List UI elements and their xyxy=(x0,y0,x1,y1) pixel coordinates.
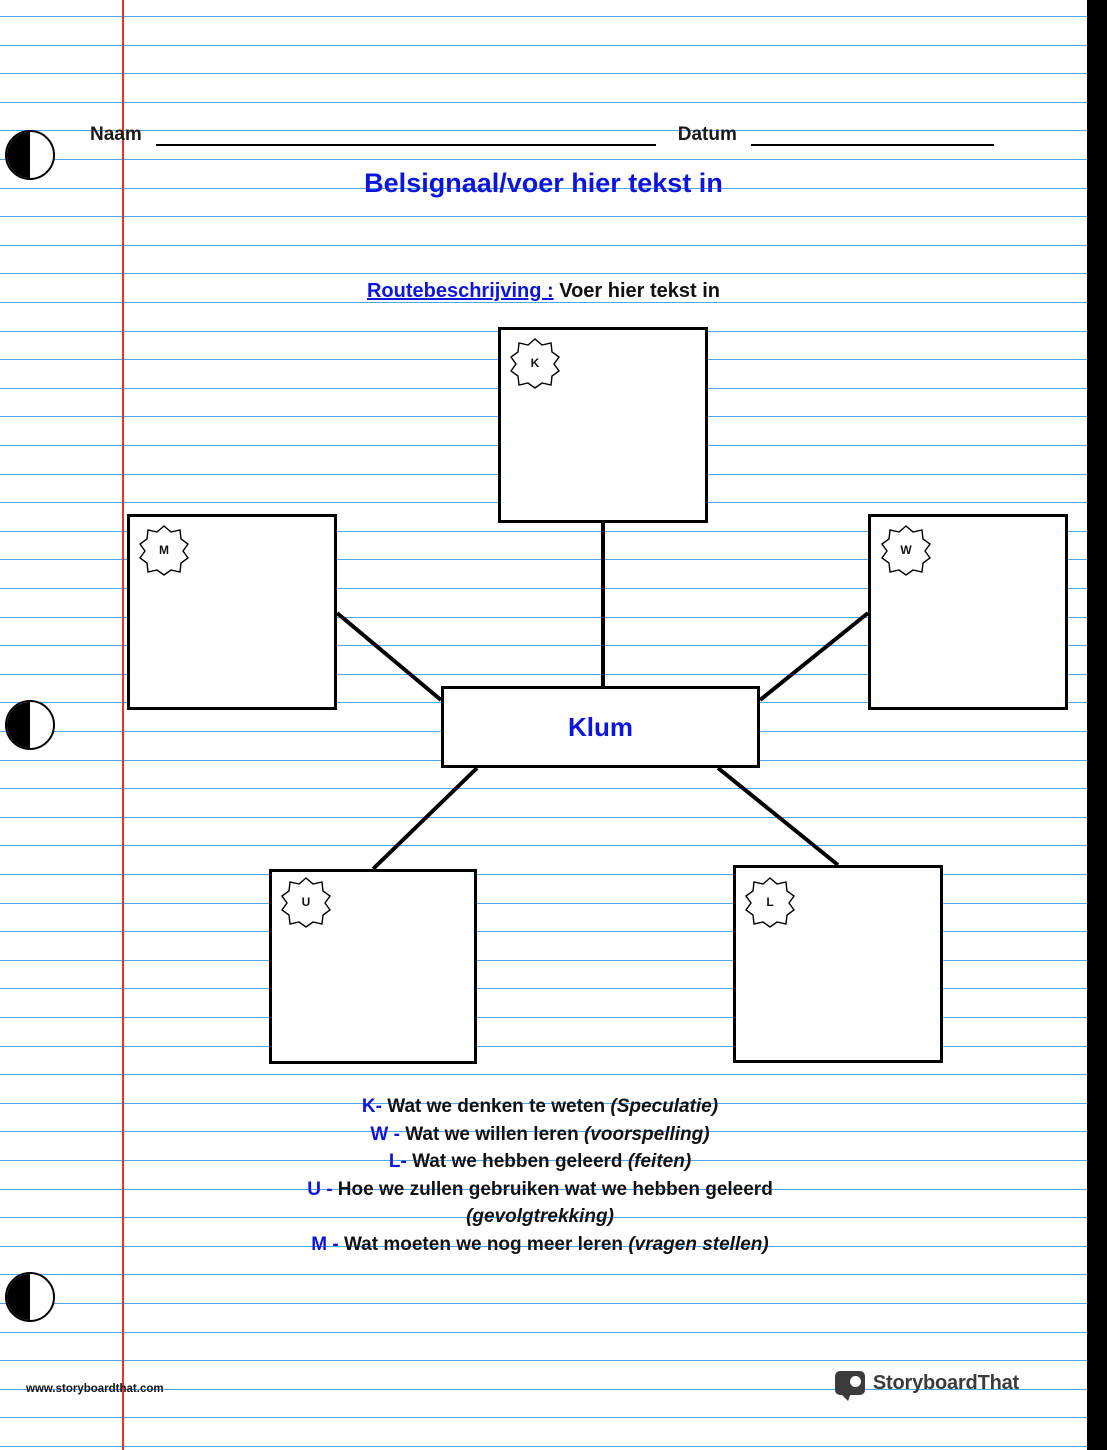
badge-k-label: K xyxy=(530,356,540,370)
rule-line xyxy=(0,245,1087,246)
legend-text: Wat we willen leren xyxy=(399,1123,584,1145)
legend-item xyxy=(120,1148,960,1176)
rule-line xyxy=(0,1274,1087,1275)
badge-m-icon xyxy=(138,524,190,576)
legend-item xyxy=(120,1121,960,1149)
name-write-line[interactable] xyxy=(156,126,656,146)
legend-item xyxy=(120,1231,960,1259)
rule-line xyxy=(0,159,1087,160)
rule-line xyxy=(0,16,1087,17)
header-row xyxy=(90,116,1060,146)
rule-line xyxy=(0,788,1087,789)
badge-u-label: U xyxy=(301,895,311,909)
legend-text: Wat we hebben geleerd xyxy=(406,1151,628,1173)
badge-l-label: L xyxy=(766,895,774,909)
legend-item xyxy=(120,1176,960,1231)
rule-line xyxy=(0,273,1087,274)
legend-key: U - xyxy=(307,1178,333,1200)
page-title: Belsignaal/voer hier tekst in xyxy=(364,168,723,198)
badge-k-icon xyxy=(509,337,561,389)
rule-line xyxy=(0,817,1087,818)
badge-w-label: W xyxy=(900,543,912,557)
date-label: Datum xyxy=(677,124,737,145)
rule-line xyxy=(0,45,1087,46)
legend xyxy=(120,1093,960,1258)
rule-line xyxy=(0,1360,1087,1361)
rule-line xyxy=(0,102,1087,103)
legend-text: Hoe we zullen gebruiken wat we hebben geleerd xyxy=(332,1178,773,1200)
rule-line xyxy=(0,1074,1087,1075)
page-right-edge xyxy=(1087,0,1107,1450)
directions-line xyxy=(0,280,1087,303)
speech-bubble-icon xyxy=(835,1371,865,1395)
legend-note: (gevolgtrekking) xyxy=(466,1206,614,1228)
rule-line xyxy=(0,73,1087,74)
footer-url[interactable]: www.storyboardthat.com xyxy=(26,1383,164,1395)
legend-note: (vragen stellen) xyxy=(628,1233,769,1255)
legend-text: Wat we denken te weten xyxy=(381,1096,611,1117)
brand-logo xyxy=(835,1371,1019,1395)
punch-hole xyxy=(5,1272,55,1322)
directions-value: Voer hier tekst in xyxy=(559,280,721,302)
legend-text: Wat moeten we nog meer leren xyxy=(338,1233,629,1255)
legend-note: (voorspelling) xyxy=(583,1123,710,1145)
brand-name: StoryboardThat xyxy=(872,1371,1019,1394)
badge-l-icon xyxy=(744,876,796,928)
legend-note: (feiten) xyxy=(627,1151,692,1173)
rule-line xyxy=(0,216,1087,217)
rule-line xyxy=(0,1417,1087,1418)
date-write-line[interactable] xyxy=(751,126,994,146)
center-topic-box[interactable] xyxy=(441,686,760,768)
legend-note: (Speculatie) xyxy=(610,1096,719,1117)
legend-key: K- xyxy=(361,1096,382,1117)
badge-m-label: M xyxy=(159,543,169,557)
legend-key: M - xyxy=(311,1233,339,1255)
punch-hole xyxy=(5,700,55,750)
legend-item xyxy=(120,1093,960,1121)
badge-w-icon xyxy=(880,524,932,576)
badge-u-icon xyxy=(280,876,332,928)
name-label: Naam xyxy=(90,124,142,145)
directions-label: Routebeschrijving : xyxy=(366,280,554,302)
legend-key: W - xyxy=(370,1123,400,1145)
center-topic-label: Klum xyxy=(568,711,633,742)
legend-key: L- xyxy=(388,1151,407,1173)
rule-line xyxy=(0,1303,1087,1304)
rule-line xyxy=(0,1446,1087,1447)
rule-line xyxy=(0,845,1087,846)
rule-line xyxy=(0,1332,1087,1333)
